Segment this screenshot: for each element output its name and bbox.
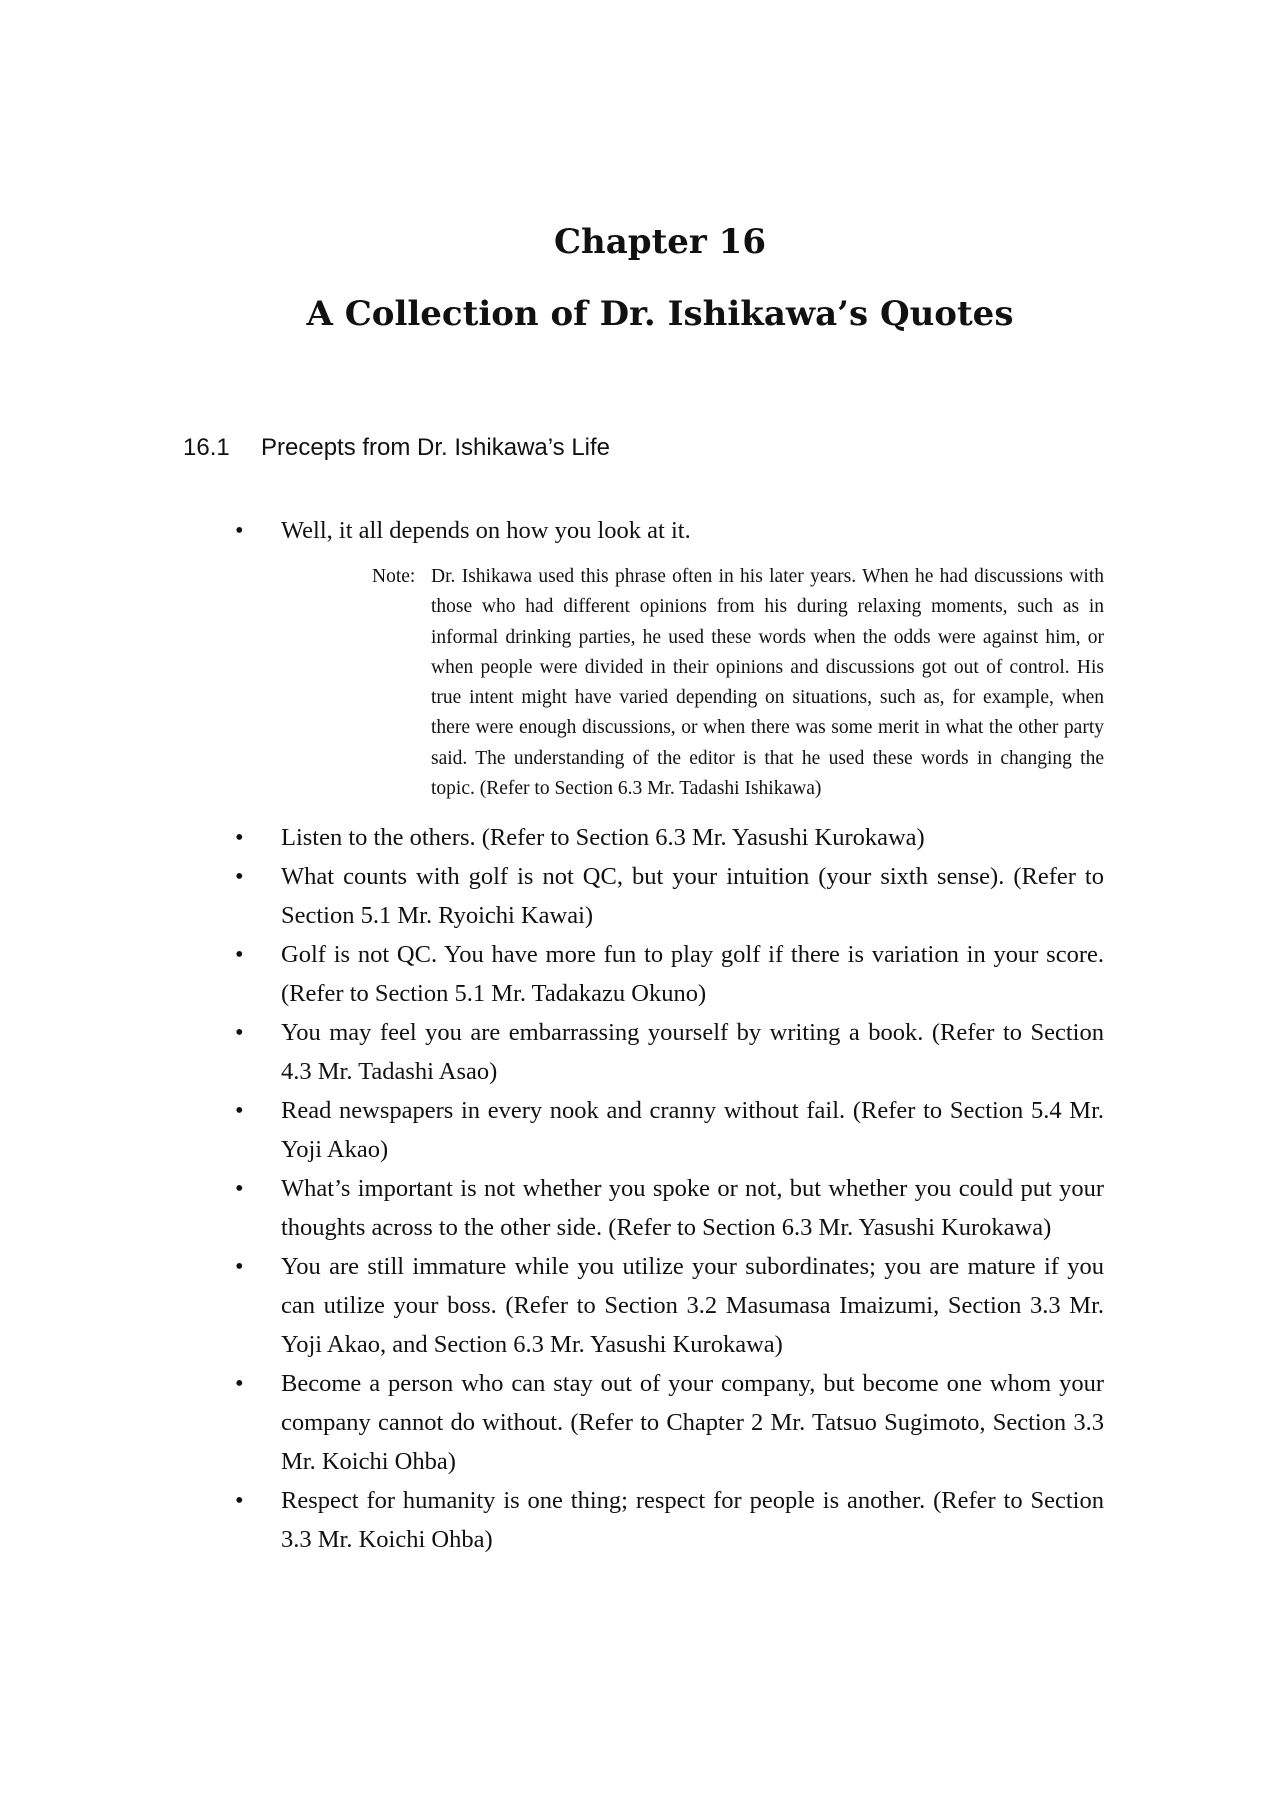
bullet-icon: • (235, 1487, 244, 1515)
quote-note (372, 562, 1104, 804)
quote-text: You are still immature while you utilize your subordinates; you are mature if you can utilize your boss. (Refer to Section 3.2 Masumasa Imaizumi, Section 3.3 Mr. Yoji Akao, and Section 6.3 Mr. Yasushi Kurokawa) (281, 1253, 1104, 1359)
chapter-number: Chapter 16 (554, 222, 766, 262)
quote-item (235, 1364, 1104, 1481)
chapter-heading (0, 220, 1280, 336)
quote-text: Well, it all depends on how you look at it. (281, 517, 691, 544)
quote-text: Golf is not QC. You have more fun to play golf if there is variation in your score. (Refer to Section 5.1 Mr. Tadakazu Okuno) (281, 941, 1104, 1008)
bullet-icon: • (235, 1253, 244, 1281)
quote-item (235, 935, 1104, 1013)
bullet-icon: • (235, 941, 244, 969)
bullet-icon: • (235, 1370, 244, 1398)
section-heading (183, 432, 610, 464)
quote-item (235, 1169, 1104, 1247)
quote-text: What counts with golf is not QC, but your intuition (your sixth sense). (Refer to Section 5.1 Mr. Ryoichi Kawai) (281, 863, 1104, 930)
bullet-icon: • (235, 517, 244, 544)
section-title: Precepts from Dr. Ishikawa’s Life (261, 434, 611, 461)
bullet-icon: • (235, 824, 244, 852)
quote-text: Become a person who can stay out of your company, but become one whom your company cannot do without. (Refer to Chapter 2 Mr. Tatsuo Sugimoto, Section 3.3 Mr. Koichi Ohba) (281, 1370, 1104, 1476)
quote-text: Respect for humanity is one thing; respect for people is another. (Refer to Section 3.3 Mr. Koichi Ohba) (281, 1487, 1104, 1554)
quote-item (235, 511, 1104, 804)
quote-item (235, 1247, 1104, 1364)
note-text: Dr. Ishikawa used this phrase often in his later years. When he had discussions with those who had different opinions from his during relaxing moments, such as in informal drinking parties, he used these words when the odds were against him, or when people were divided in their opinions and discussions got out of control. His true intent might have varied depending on situations, such as, for example, when there were enough discussions, or when there was some merit in what the other party said. The understanding of the editor is that he used these words in changing the topic. (Refer to Section 6.3 Mr. Tadashi Ishikawa) (431, 566, 1104, 800)
quote-item (235, 1013, 1104, 1091)
bullet-icon: • (235, 1019, 244, 1047)
quote-item (235, 1091, 1104, 1169)
bullet-icon: • (235, 1097, 244, 1125)
quote-item (235, 857, 1104, 935)
quote-item (235, 1481, 1104, 1559)
quote-text: You may feel you are embarrassing yourself by writing a book. (Refer to Section 4.3 Mr. Tadashi Asao) (281, 1019, 1104, 1086)
quote-text: Read newspapers in every nook and cranny without fail. (Refer to Section 5.4 Mr. Yoji Akao) (281, 1097, 1104, 1164)
chapter-title: A Collection of Dr. Ishikawa’s Quotes (306, 294, 1014, 334)
quote-item (235, 818, 1104, 857)
quote-list (0, 511, 1280, 1559)
quote-text: Listen to the others. (Refer to Section 6.3 Mr. Yasushi Kurokawa) (281, 824, 925, 852)
section-number: 16.1 (183, 434, 230, 461)
quote-text: What’s important is not whether you spoke or not, but whether you could put your thoughts across to the other side. (Refer to Section 6.3 Mr. Yasushi Kurokawa) (281, 1175, 1104, 1242)
note-label: Note: (372, 566, 416, 587)
bullet-icon: • (235, 1175, 244, 1203)
bullet-icon: • (235, 863, 244, 891)
